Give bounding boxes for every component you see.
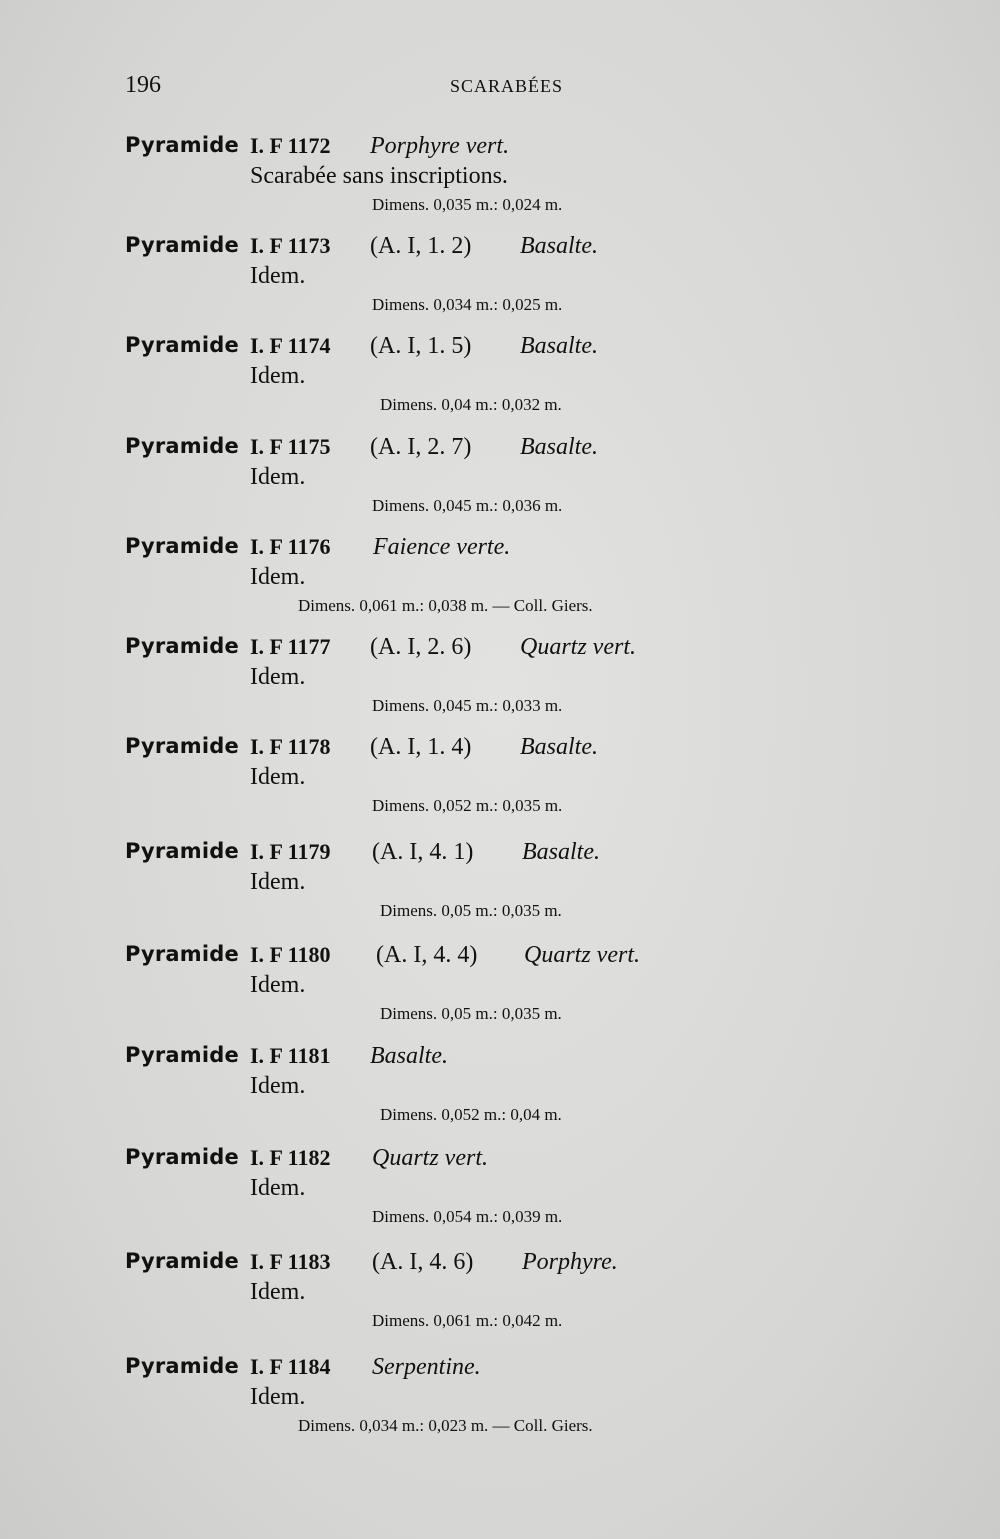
entry-dimensions: Dimens. 0,052 m.: 0,04 m. bbox=[380, 1105, 562, 1124]
entry-description: Idem. bbox=[250, 564, 306, 590]
entry-description: Idem. bbox=[250, 869, 306, 895]
catalog-entry bbox=[0, 839, 1000, 939]
entry-label: Pyramide bbox=[125, 333, 239, 357]
entry-dimensions: Dimens. 0,054 m.: 0,039 m. bbox=[372, 1207, 563, 1226]
entry-label: Pyramide bbox=[125, 1354, 239, 1378]
entry-material: Basalte. bbox=[520, 333, 598, 359]
catalog-entry bbox=[0, 434, 1000, 534]
page-number: 196 bbox=[125, 72, 161, 98]
entry-material: Serpentine. bbox=[372, 1354, 481, 1380]
entry-dimensions: Dimens. 0,061 m.: 0,038 m. — Coll. Giers. bbox=[298, 596, 593, 615]
entry-number: I. F 1172 bbox=[250, 133, 331, 158]
catalog-entry bbox=[0, 233, 1000, 333]
entry-dimensions: Dimens. 0,05 m.: 0,035 m. bbox=[380, 1004, 562, 1023]
entry-label: Pyramide bbox=[125, 942, 239, 966]
entry-label: Pyramide bbox=[125, 434, 239, 458]
entry-number: I. F 1179 bbox=[250, 839, 331, 864]
entry-number: I. F 1181 bbox=[250, 1043, 331, 1068]
running-title: SCARABÉES bbox=[450, 76, 564, 96]
entry-number: I. F 1183 bbox=[250, 1249, 331, 1274]
entry-description: Scarabée sans inscriptions. bbox=[250, 163, 508, 189]
catalog-entry bbox=[0, 634, 1000, 734]
entry-material: Basalte. bbox=[520, 734, 598, 760]
entry-material: Basalte. bbox=[370, 1043, 448, 1069]
entry-dimensions: Dimens. 0,052 m.: 0,035 m. bbox=[372, 796, 563, 815]
entry-material: Quartz vert. bbox=[520, 634, 636, 660]
entry-number: I. F 1174 bbox=[250, 333, 331, 358]
entry-reference: (A. I, 4. 1) bbox=[372, 839, 474, 865]
entry-reference: (A. I, 1. 4) bbox=[370, 734, 472, 760]
entry-label: Pyramide bbox=[125, 734, 239, 758]
entry-dimensions: Dimens. 0,05 m.: 0,035 m. bbox=[380, 901, 562, 920]
catalog-entry bbox=[0, 534, 1000, 634]
entry-label: Pyramide bbox=[125, 1249, 239, 1273]
entry-description: Idem. bbox=[250, 464, 306, 490]
entry-reference: (A. I, 1. 5) bbox=[370, 333, 472, 359]
entry-description: Idem. bbox=[250, 1279, 306, 1305]
catalog-entry bbox=[0, 1354, 1000, 1454]
entry-material: Porphyre. bbox=[522, 1249, 618, 1275]
entry-description: Idem. bbox=[250, 1073, 306, 1099]
catalog-entry bbox=[0, 1249, 1000, 1349]
entry-label: Pyramide bbox=[125, 233, 239, 257]
entry-dimensions: Dimens. 0,045 m.: 0,036 m. bbox=[372, 496, 563, 515]
catalog-entry bbox=[0, 1043, 1000, 1143]
entry-dimensions: Dimens. 0,045 m.: 0,033 m. bbox=[372, 696, 563, 715]
entry-description: Idem. bbox=[250, 972, 306, 998]
entry-number: I. F 1176 bbox=[250, 534, 331, 559]
catalog-entry bbox=[0, 734, 1000, 834]
entry-label: Pyramide bbox=[125, 534, 239, 558]
entry-number: I. F 1177 bbox=[250, 634, 331, 659]
entry-label: Pyramide bbox=[125, 839, 239, 863]
entry-number: I. F 1180 bbox=[250, 942, 331, 967]
catalog-entry bbox=[0, 1145, 1000, 1245]
entry-number: I. F 1175 bbox=[250, 434, 331, 459]
catalog-entry bbox=[0, 333, 1000, 433]
entry-label: Pyramide bbox=[125, 1145, 239, 1169]
entry-label: Pyramide bbox=[125, 634, 239, 658]
entry-number: I. F 1184 bbox=[250, 1354, 331, 1379]
entry-material: Faience verte. bbox=[373, 534, 511, 560]
entry-reference: (A. I, 1. 2) bbox=[370, 233, 472, 259]
entry-material: Quartz vert. bbox=[524, 942, 640, 968]
entry-material: Porphyre vert. bbox=[370, 133, 510, 159]
entry-description: Idem. bbox=[250, 664, 306, 690]
entry-description: Idem. bbox=[250, 1384, 306, 1410]
entry-description: Idem. bbox=[250, 1175, 306, 1201]
catalog-entry bbox=[0, 942, 1000, 1042]
entry-dimensions: Dimens. 0,035 m.: 0,024 m. bbox=[372, 195, 563, 214]
entry-dimensions: Dimens. 0,034 m.: 0,025 m. bbox=[372, 295, 563, 314]
entry-number: I. F 1182 bbox=[250, 1145, 331, 1170]
entry-number: I. F 1178 bbox=[250, 734, 331, 759]
entry-material: Basalte. bbox=[520, 233, 598, 259]
entry-material: Basalte. bbox=[522, 839, 600, 865]
entry-reference: (A. I, 2. 6) bbox=[370, 634, 472, 660]
entry-reference: (A. I, 4. 6) bbox=[372, 1249, 474, 1275]
entry-number: I. F 1173 bbox=[250, 233, 331, 258]
entry-material: Basalte. bbox=[520, 434, 598, 460]
entry-description: Idem. bbox=[250, 263, 306, 289]
entry-reference: (A. I, 2. 7) bbox=[370, 434, 472, 460]
entry-description: Idem. bbox=[250, 363, 306, 389]
entry-dimensions: Dimens. 0,04 m.: 0,032 m. bbox=[380, 395, 562, 414]
catalog-entry bbox=[0, 133, 1000, 233]
entry-label: Pyramide bbox=[125, 1043, 239, 1067]
entry-reference: (A. I, 4. 4) bbox=[376, 942, 478, 968]
entry-dimensions: Dimens. 0,034 m.: 0,023 m. — Coll. Giers. bbox=[298, 1416, 593, 1435]
entry-dimensions: Dimens. 0,061 m.: 0,042 m. bbox=[372, 1311, 563, 1330]
entry-description: Idem. bbox=[250, 764, 306, 790]
entry-label: Pyramide bbox=[125, 133, 239, 157]
entry-material: Quartz vert. bbox=[372, 1145, 488, 1171]
